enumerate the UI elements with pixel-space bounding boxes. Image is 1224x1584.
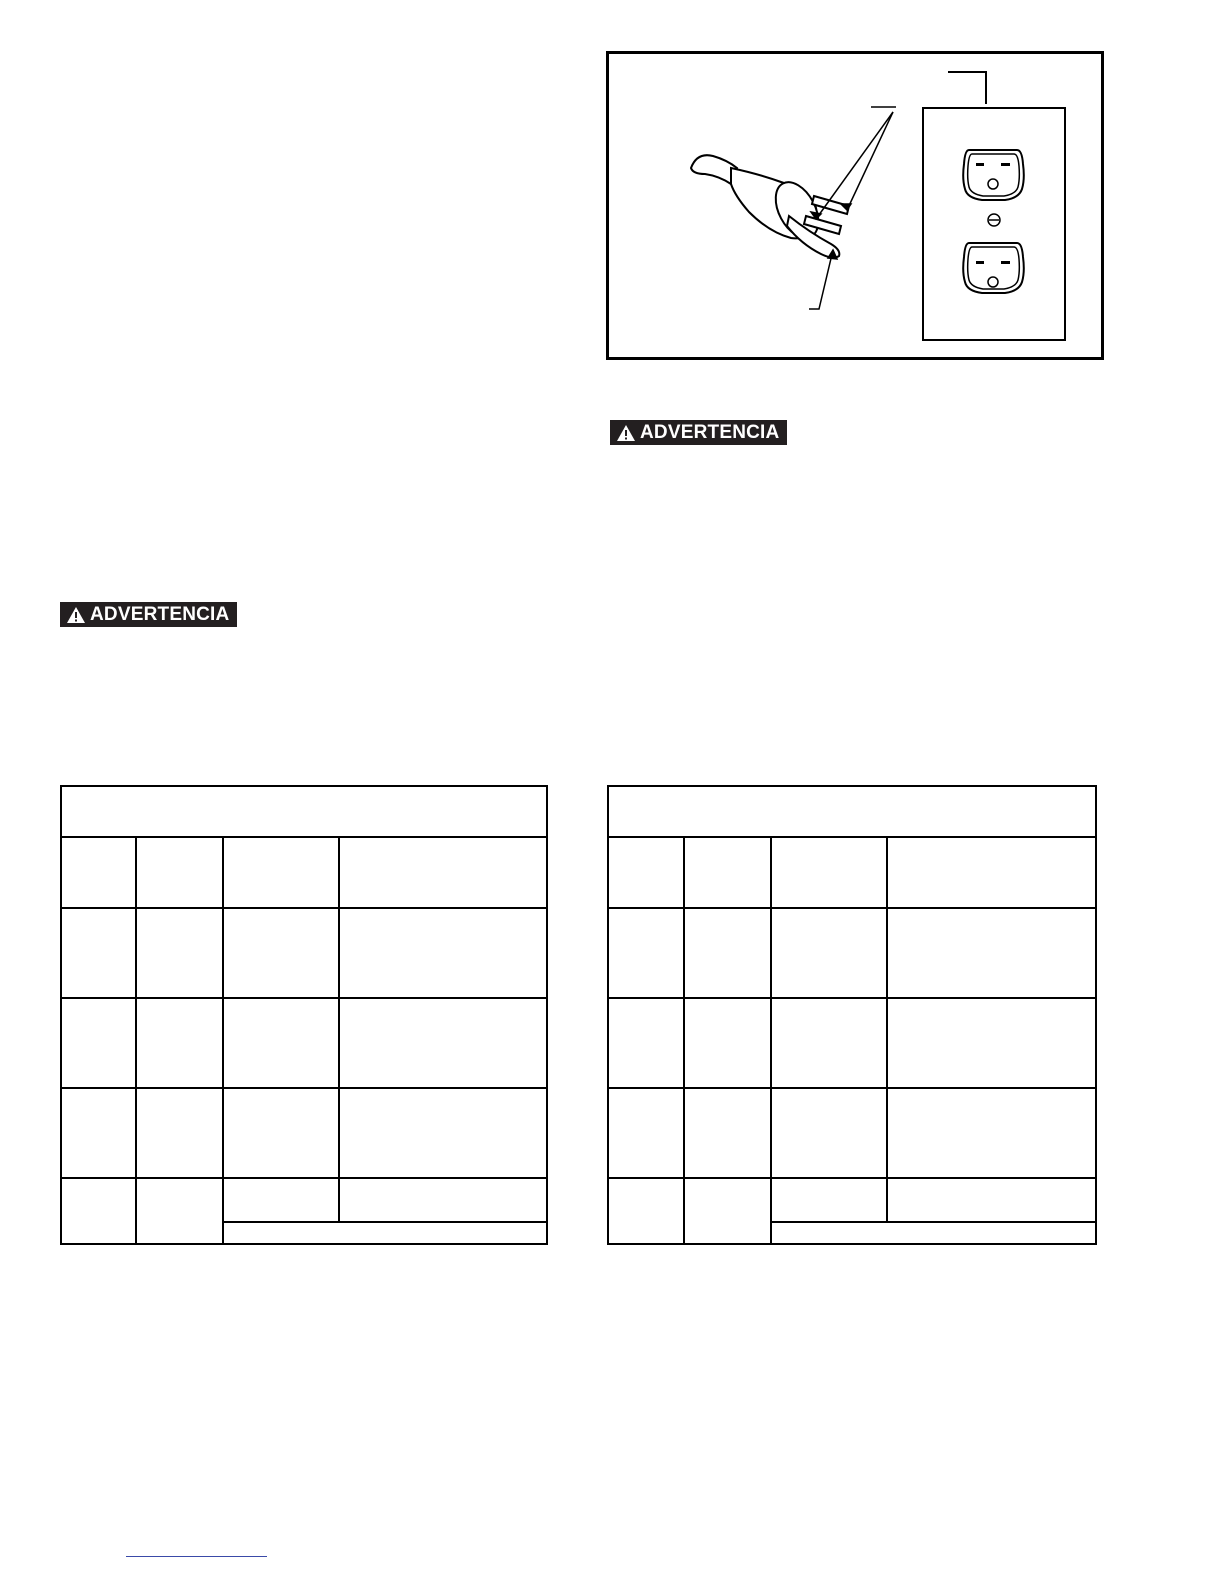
table-cell: [608, 1178, 684, 1244]
table-right: [607, 785, 1097, 1245]
table-cell: [608, 837, 684, 908]
warning-label: ADVERTENCIA: [640, 421, 780, 443]
table-cell: [608, 908, 684, 998]
table-cell: [339, 1088, 547, 1178]
table-title-cell: [61, 786, 547, 837]
table-cell: [223, 837, 339, 908]
table-row: [61, 1178, 547, 1222]
table-row: [608, 908, 1096, 998]
table-cell: [887, 1178, 1096, 1222]
plug-outlet-illustration: [609, 54, 1101, 357]
table-cell: [339, 837, 547, 908]
duplex-outlet-icon: [923, 108, 1065, 340]
table-row: [61, 908, 547, 998]
table-cell: [684, 1178, 771, 1244]
table-cell: [339, 998, 547, 1088]
table-cell: [223, 1178, 339, 1222]
table-row: [608, 1088, 1096, 1178]
table-row: [61, 998, 547, 1088]
outlet-leader-line: [948, 72, 986, 104]
table-cell: [684, 998, 771, 1088]
warning-label: ADVERTENCIA: [90, 603, 230, 625]
table-cell: [608, 998, 684, 1088]
table-row: [608, 1178, 1096, 1222]
table-cell: [771, 1178, 887, 1222]
table-left: [60, 785, 548, 1245]
plug-outlet-figure: [606, 51, 1104, 360]
table-cell: [684, 908, 771, 998]
table-cell: [61, 1088, 136, 1178]
plug-icon: [691, 155, 849, 245]
table-column-header-row: [608, 837, 1096, 908]
warning-triangle-icon: [616, 424, 636, 442]
table-cell: [61, 1178, 136, 1244]
table-cell: [339, 1178, 547, 1222]
table-header-row: [608, 786, 1096, 837]
ground-leader-line: [809, 250, 837, 309]
table-cell: [608, 1088, 684, 1178]
table-cell: [136, 908, 223, 998]
table-title-cell: [608, 786, 1096, 837]
table-cell: [223, 1222, 547, 1244]
table-cell: [223, 1088, 339, 1178]
table-row: [61, 1088, 547, 1178]
table-cell: [771, 1088, 887, 1178]
table-cell: [136, 998, 223, 1088]
table-header-row: [61, 786, 547, 837]
table-cell: [887, 837, 1096, 908]
warning-badge-left: [60, 602, 237, 627]
table-cell: [223, 908, 339, 998]
table-cell: [684, 1088, 771, 1178]
table-cell: [136, 1088, 223, 1178]
table-cell: [771, 1222, 1096, 1244]
table-column-header-row: [61, 837, 547, 908]
table-cell: [684, 837, 771, 908]
table-cell: [61, 998, 136, 1088]
table-cell: [771, 998, 887, 1088]
table-cell: [339, 908, 547, 998]
table-cell: [887, 908, 1096, 998]
table-cell: [771, 837, 887, 908]
table-cell: [61, 908, 136, 998]
warning-triangle-icon: [66, 606, 86, 624]
table-cell: [887, 1088, 1096, 1178]
table-row: [608, 998, 1096, 1088]
warning-badge-right: [610, 420, 787, 445]
table-cell: [136, 837, 223, 908]
footer-link-underline[interactable]: [126, 1556, 267, 1557]
table-cell: [771, 908, 887, 998]
table-cell: [136, 1178, 223, 1244]
table-cell: [61, 837, 136, 908]
table-cell: [887, 998, 1096, 1088]
table-cell: [223, 998, 339, 1088]
